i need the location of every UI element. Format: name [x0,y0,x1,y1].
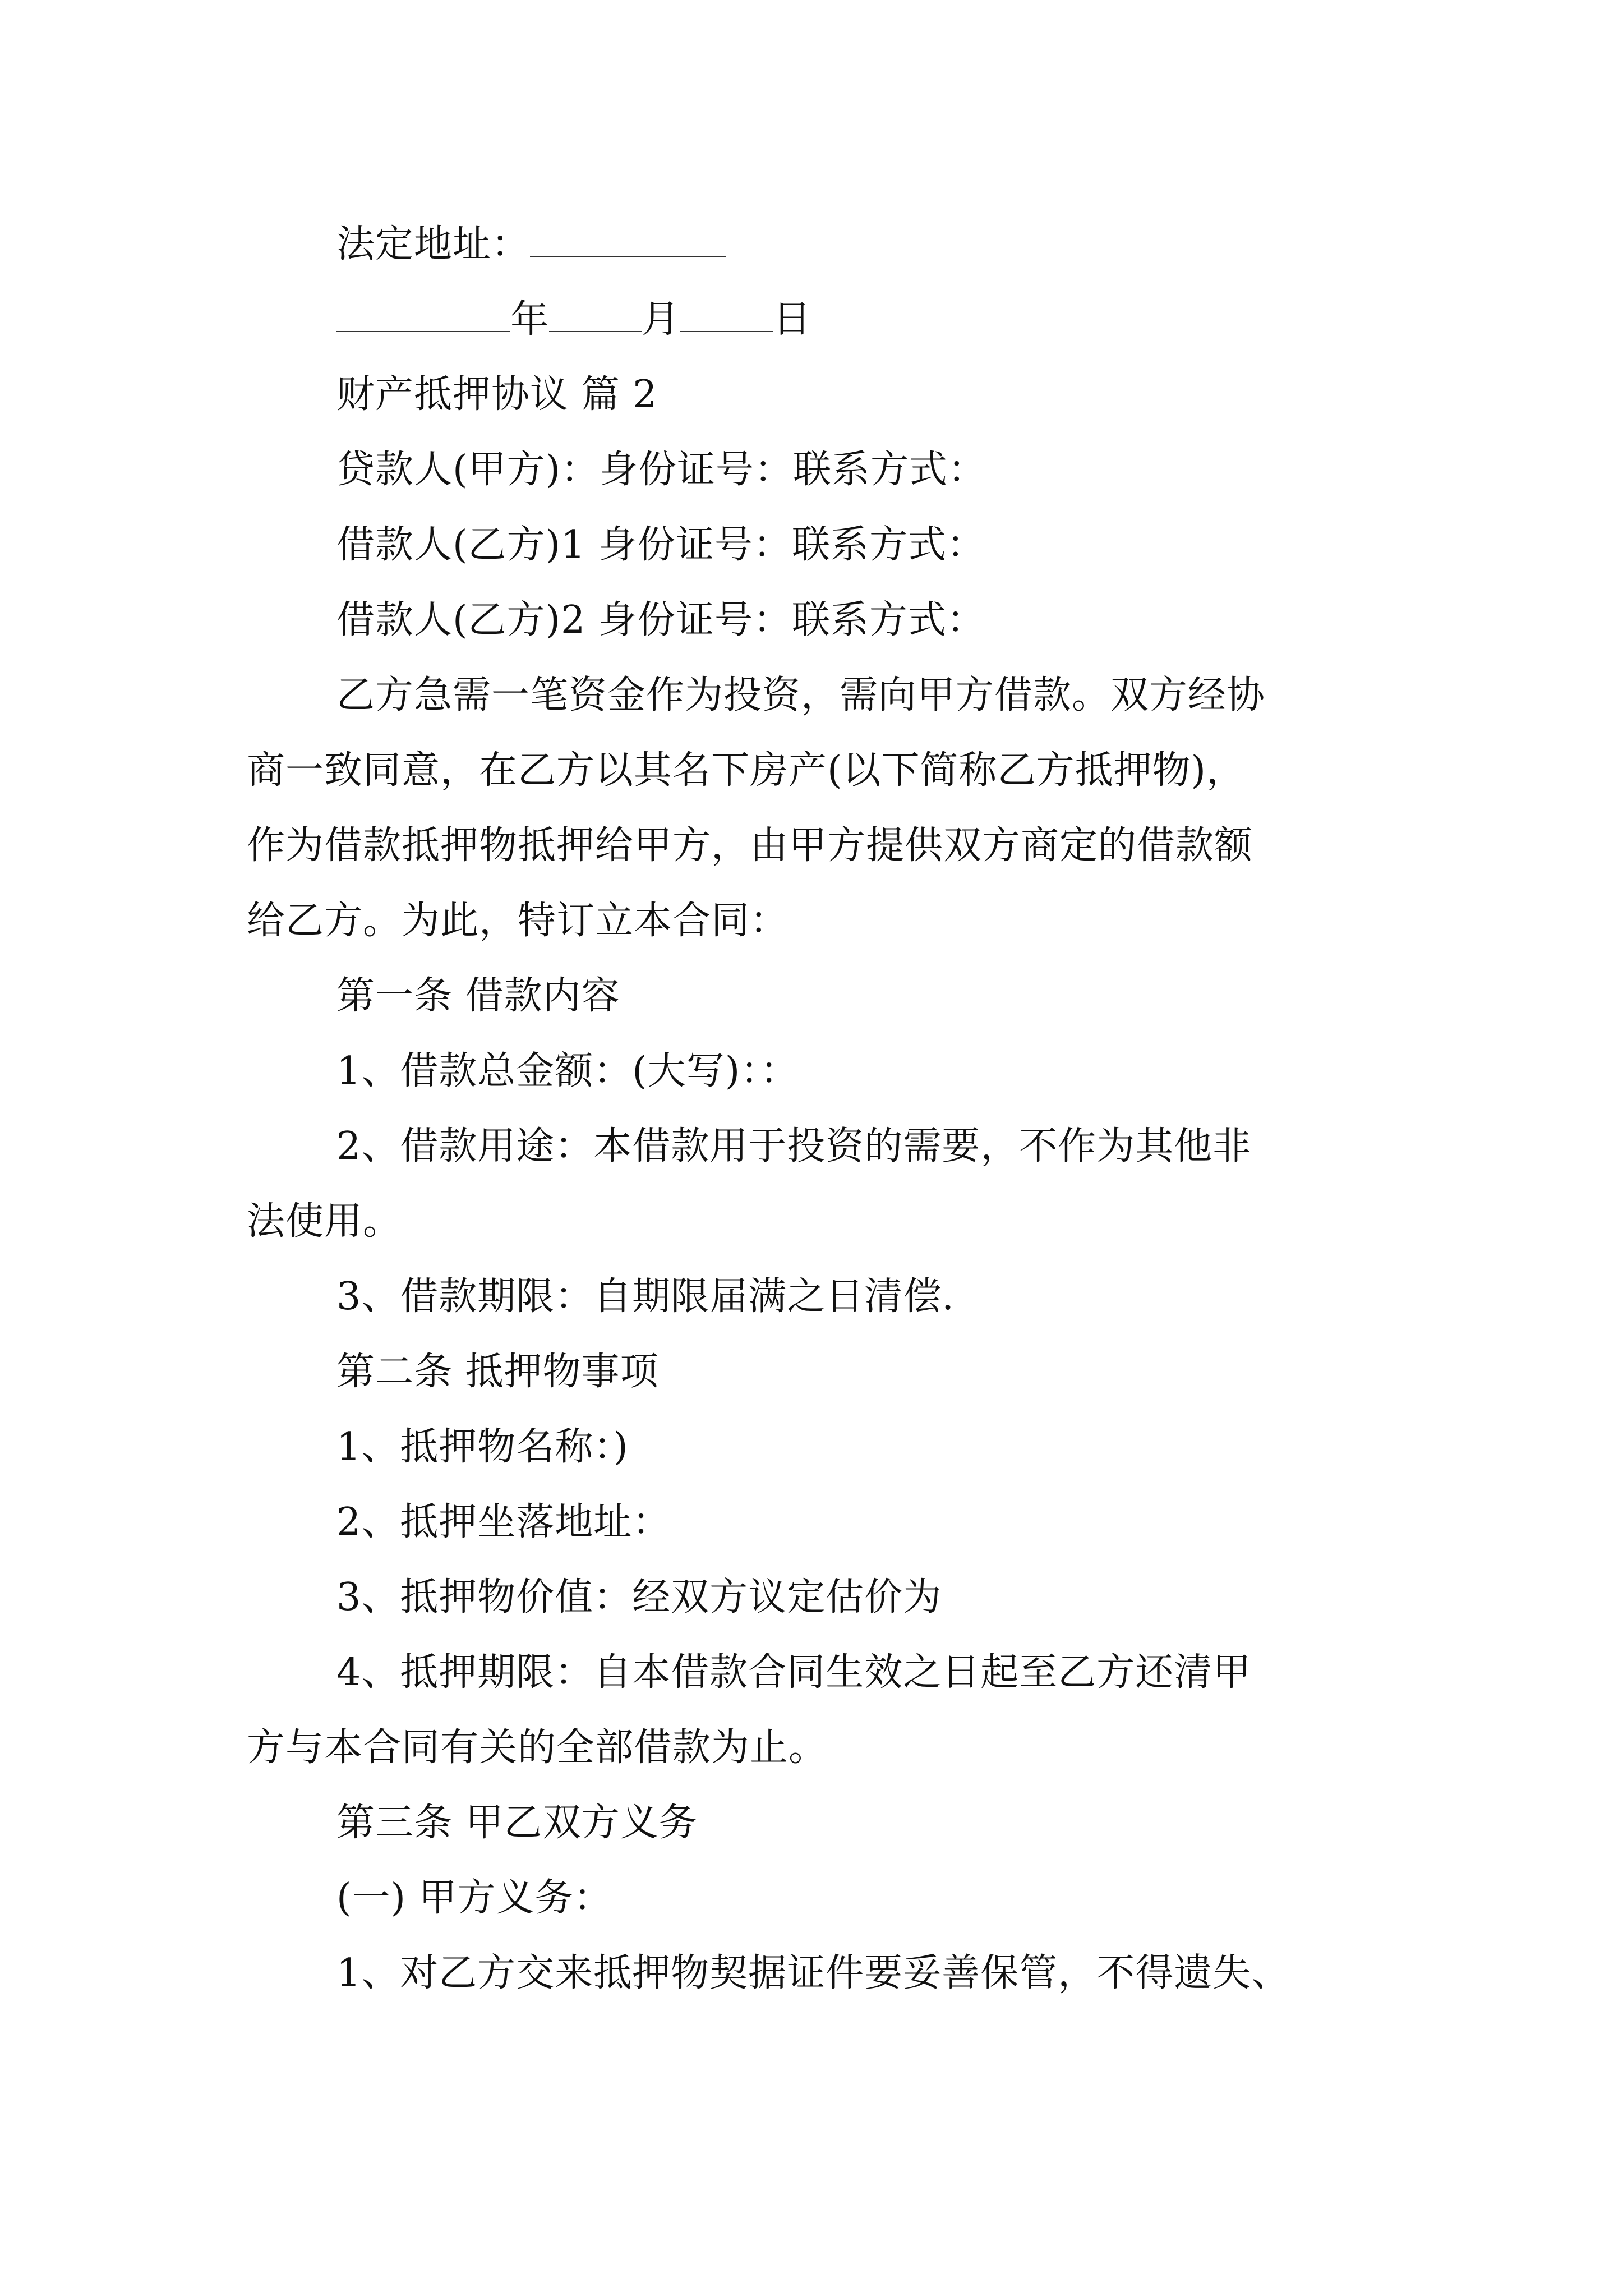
year-label: 年 [510,297,550,342]
section-title: 财产抵押协议 篇 2 [336,372,658,417]
party-a-duty-1: 1、对乙方交来抵押物契据证件要妥善保管，不得遗失、 [336,1951,1290,1995]
legal-address-label: 法定地址： [336,222,531,266]
legal-address-blank [530,217,726,257]
article-2-item-2: 2、抵押坐落地址： [336,1500,671,1544]
article-2-item-3: 3、抵押物价值：经双方议定估价为 [336,1575,942,1619]
article-3-heading: 第三条 甲乙双方义务 [336,1801,698,1845]
legal-address-line [336,217,726,273]
preamble-line-4: 给乙方。为此，特订立本合同： [247,899,789,943]
year-blank [336,292,510,332]
day-blank [680,292,773,332]
preamble-line-2: 商一致同意，在乙方以其名下房产(以下简称乙方抵押物)， [247,748,1246,793]
borrower-1-line: 借款人(乙方)1 身份证号：联系方式： [336,523,985,567]
article-2-item-4-cont: 方与本合同有关的全部借款为止。 [247,1726,828,1770]
article-1-item-2: 2、借款用途：本借款用于投资的需要，不作为其他非 [336,1124,1252,1168]
article-1-item-2-cont: 法使用。 [247,1199,402,1244]
date-line [336,292,811,348]
article-1-item-3: 3、借款期限：自期限届满之日清偿. [336,1274,955,1319]
lender-line: 贷款人(甲方)：身份证号：联系方式： [336,448,987,492]
month-label: 月 [642,297,681,342]
article-2-heading: 第二条 抵押物事项 [336,1350,659,1394]
article-2-item-4: 4、抵押期限：自本借款合同生效之日起至乙方还清甲 [336,1650,1252,1695]
party-a-duties-heading: (一) 甲方义务： [336,1876,612,1920]
preamble-line-3: 作为借款抵押物抵押给甲方，由甲方提供双方商定的借款额 [247,823,1253,868]
article-1-item-1: 1、借款总金额：(大写)：： [336,1049,799,1093]
month-blank [549,292,642,332]
borrower-2-line: 借款人(乙方)2 身份证号：联系方式： [336,598,985,642]
day-label: 日 [773,297,812,342]
article-2-item-1: 1、抵押物名称：) [336,1425,629,1469]
preamble-line-1: 乙方急需一笔资金作为投资，需向甲方借款。双方经协 [336,673,1266,717]
article-1-heading: 第一条 借款内容 [336,974,620,1018]
